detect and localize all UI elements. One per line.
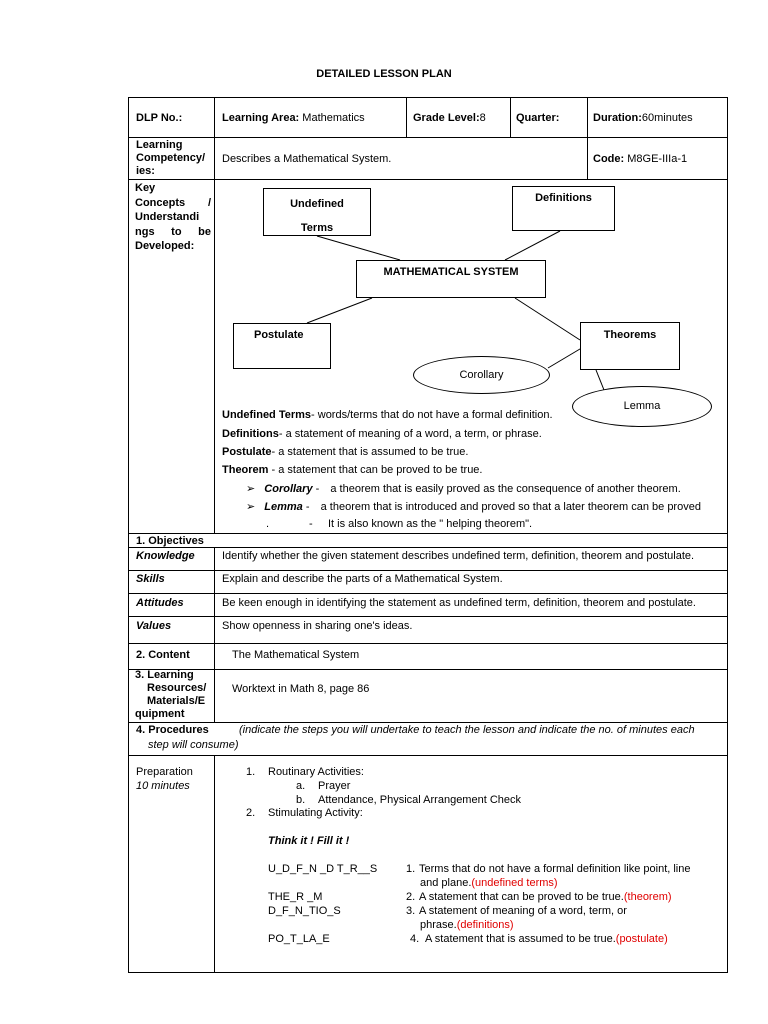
key-concepts-label <box>135 181 211 254</box>
puzzle-clue-num: 3. <box>406 905 416 917</box>
col-divider <box>214 547 215 723</box>
resources-label-line: Resources/ <box>147 682 207 694</box>
puzzle-clue-num: 4. <box>410 933 420 945</box>
item-letter: a. <box>296 780 306 792</box>
item-number: 2. <box>246 807 256 819</box>
subdef-lemma <box>246 500 701 514</box>
objective-value: Identify whether the given statement describes undefined term, definition, theorem and postulate. <box>222 550 695 562</box>
row-divider <box>128 547 728 548</box>
key-concepts-label-line: ngs to be <box>135 225 211 238</box>
subdef-text: a theorem that is introduced and proved so that a later theorem can be proved <box>320 501 701 513</box>
row-divider <box>128 616 728 617</box>
def-text: - a statement that is assumed to be true. <box>271 446 469 458</box>
puzzle-clue-text: and plane. <box>420 877 472 889</box>
code-label: Code: <box>593 153 625 165</box>
prayer: Prayer <box>318 780 351 792</box>
activity-title: Think it ! Fill it ! <box>268 835 350 847</box>
def-term: Undefined Terms <box>222 409 312 421</box>
row-divider <box>128 669 728 670</box>
key-concepts-label-line: Key <box>135 182 156 194</box>
puzzle-clue-cont <box>420 876 558 890</box>
subdef-sep: - <box>302 501 310 513</box>
subdef-corollary <box>246 482 681 496</box>
puzzle-clue-text: A statement that can be proved to be true. <box>419 891 624 903</box>
key-concepts-label-line: Concepts / <box>135 196 211 209</box>
key-concepts-label-line: Understandi <box>135 211 200 223</box>
duration <box>593 111 693 125</box>
def-definitions <box>222 427 542 441</box>
puzzle-word: D_F_N_TIO_S <box>268 905 341 917</box>
col-divider <box>214 97 215 534</box>
objectives-heading: 1. Objectives <box>136 535 204 547</box>
lemma-oval: Lemma <box>572 386 712 427</box>
subdef-sep: - <box>312 483 320 495</box>
procedures-note: step will consume) <box>148 739 239 751</box>
competency-label-line: Competency/ <box>136 152 206 164</box>
procedures-note: (indicate the steps you will undertake to teach the lesson and indicate the no. of minutes each <box>239 724 695 736</box>
code <box>593 152 687 166</box>
resources-value: Worktext in Math 8, page 86 <box>232 683 370 695</box>
definitions-box: Definitions <box>512 186 615 231</box>
learning-area <box>222 111 365 125</box>
dlp-no-label: DLP No.: <box>136 112 183 124</box>
undefined-terms-box <box>263 188 371 236</box>
row-divider <box>128 533 728 534</box>
mathematical-system-box: MATHEMATICAL SYSTEM <box>356 260 546 298</box>
grade-level-value: 8 <box>479 112 486 124</box>
col-divider <box>587 97 588 180</box>
puzzle-clue-num: 2. <box>406 891 416 903</box>
resources-label-line: Materials/E <box>147 695 206 707</box>
objective-value: Be keen enough in identifying the statement as undefined term, definition, theorem and postulate. <box>222 597 696 609</box>
col-divider <box>510 97 511 138</box>
col-divider <box>214 755 215 973</box>
preparation-label: Preparation <box>136 766 193 778</box>
routinary-activities: Routinary Activities: <box>268 766 364 778</box>
theorems-box: Theorems <box>580 322 680 370</box>
def-text: - words/terms that do not have a formal definition. <box>311 409 553 421</box>
puzzle-clue-text: phrase. <box>420 919 457 931</box>
row-divider <box>128 570 728 571</box>
lemma-extra-dot: . <box>266 518 270 530</box>
objective-label: Values <box>136 620 172 632</box>
objective-label: Skills <box>136 573 165 585</box>
puzzle-clue <box>419 890 672 904</box>
def-term: Theorem <box>222 464 269 476</box>
row-divider <box>128 593 728 594</box>
objective-value: Show openness in sharing one's ideas. <box>222 620 413 632</box>
subdef-term: Lemma <box>264 501 303 513</box>
row-divider <box>128 137 728 138</box>
puzzle-clue: Terms that do not have a formal definition like point, line <box>419 863 691 875</box>
grade-level <box>413 111 486 125</box>
attendance: Attendance, Physical Arrangement Check <box>318 794 522 806</box>
arrow-bullet-icon: ➢ <box>246 501 256 513</box>
puzzle-answer: (theorem) <box>623 891 672 903</box>
item-number: 1. <box>246 766 256 778</box>
row-divider <box>128 755 728 756</box>
puzzle-word: U_D_F_N _D T_R__S <box>268 863 378 875</box>
postulate-box: Postulate <box>233 323 331 369</box>
subdef-text: a theorem that is easily proved as the consequence of another theorem. <box>330 483 681 495</box>
undefined-terms-text: Terms <box>300 222 334 234</box>
key-concepts-label-line: Developed: <box>135 240 195 252</box>
puzzle-word: THE_R _M <box>268 891 323 903</box>
quarter-label: Quarter: <box>516 112 560 124</box>
competency-label <box>136 139 205 178</box>
lemma-extra-text: It is also known as the " helping theorem". <box>328 518 533 530</box>
competency-value: Describes a Mathematical System. <box>222 153 392 165</box>
page-title: DETAILED LESSON PLAN <box>316 68 452 80</box>
row-divider <box>128 179 728 180</box>
def-theorem <box>222 463 483 477</box>
def-term: Postulate <box>222 446 272 458</box>
content-label: 2. Content <box>136 649 190 661</box>
competency-label-line: ies: <box>136 165 155 177</box>
row-divider <box>128 643 728 644</box>
puzzle-clue <box>425 932 668 946</box>
def-undefined-terms <box>222 408 553 422</box>
content-value: The Mathematical System <box>232 649 360 661</box>
procedures-label: 4. Procedures <box>136 724 209 736</box>
lesson-plan-table <box>128 97 728 973</box>
objective-label: Knowledge <box>136 550 195 562</box>
resources-label-line: quipment <box>135 708 185 720</box>
col-divider <box>406 97 407 138</box>
duration-label: Duration: <box>593 112 642 124</box>
objective-label: Attitudes <box>136 597 184 609</box>
puzzle-answer: (undefined terms) <box>471 877 558 889</box>
arrow-bullet-icon: ➢ <box>246 483 256 495</box>
preparation-minutes: 10 minutes <box>136 780 190 792</box>
grade-level-label: Grade Level: <box>413 112 480 124</box>
def-term: Definitions <box>222 428 279 440</box>
puzzle-answer: (postulate) <box>615 933 668 945</box>
learning-area-label: Learning Area: <box>222 112 300 124</box>
learning-area-value: Mathematics <box>299 112 365 124</box>
item-letter: b. <box>296 794 306 806</box>
subdef-term: Corollary <box>264 483 313 495</box>
resources-label <box>135 669 211 721</box>
lemma-extra-dash: - <box>309 518 313 530</box>
resources-label-line: 3. Learning <box>135 669 194 681</box>
puzzle-clue-cont <box>420 918 514 932</box>
objective-value: Explain and describe the parts of a Mathematical System. <box>222 573 503 585</box>
puzzle-clue-num: 1. <box>406 863 416 875</box>
duration-value: 60minutes <box>641 112 693 124</box>
puzzle-word: PO_T_LA_E <box>268 933 330 945</box>
def-postulate <box>222 445 468 459</box>
competency-label-line: Learning <box>136 139 183 151</box>
puzzle-clue: A statement of meaning of a word, term, or <box>419 905 627 917</box>
puzzle-answer: (definitions) <box>456 919 514 931</box>
def-text: - a statement of meaning of a word, a term, or phrase. <box>278 428 542 440</box>
stimulating-activity: Stimulating Activity: <box>268 807 363 819</box>
corollary-oval: Corollary <box>413 356 550 394</box>
code-value: M8GE-IIIa-1 <box>624 153 688 165</box>
def-text: - a statement that can be proved to be true. <box>268 464 483 476</box>
undefined-terms-text: Undefined <box>290 198 344 210</box>
puzzle-clue-text: A statement that is assumed to be true. <box>425 933 616 945</box>
